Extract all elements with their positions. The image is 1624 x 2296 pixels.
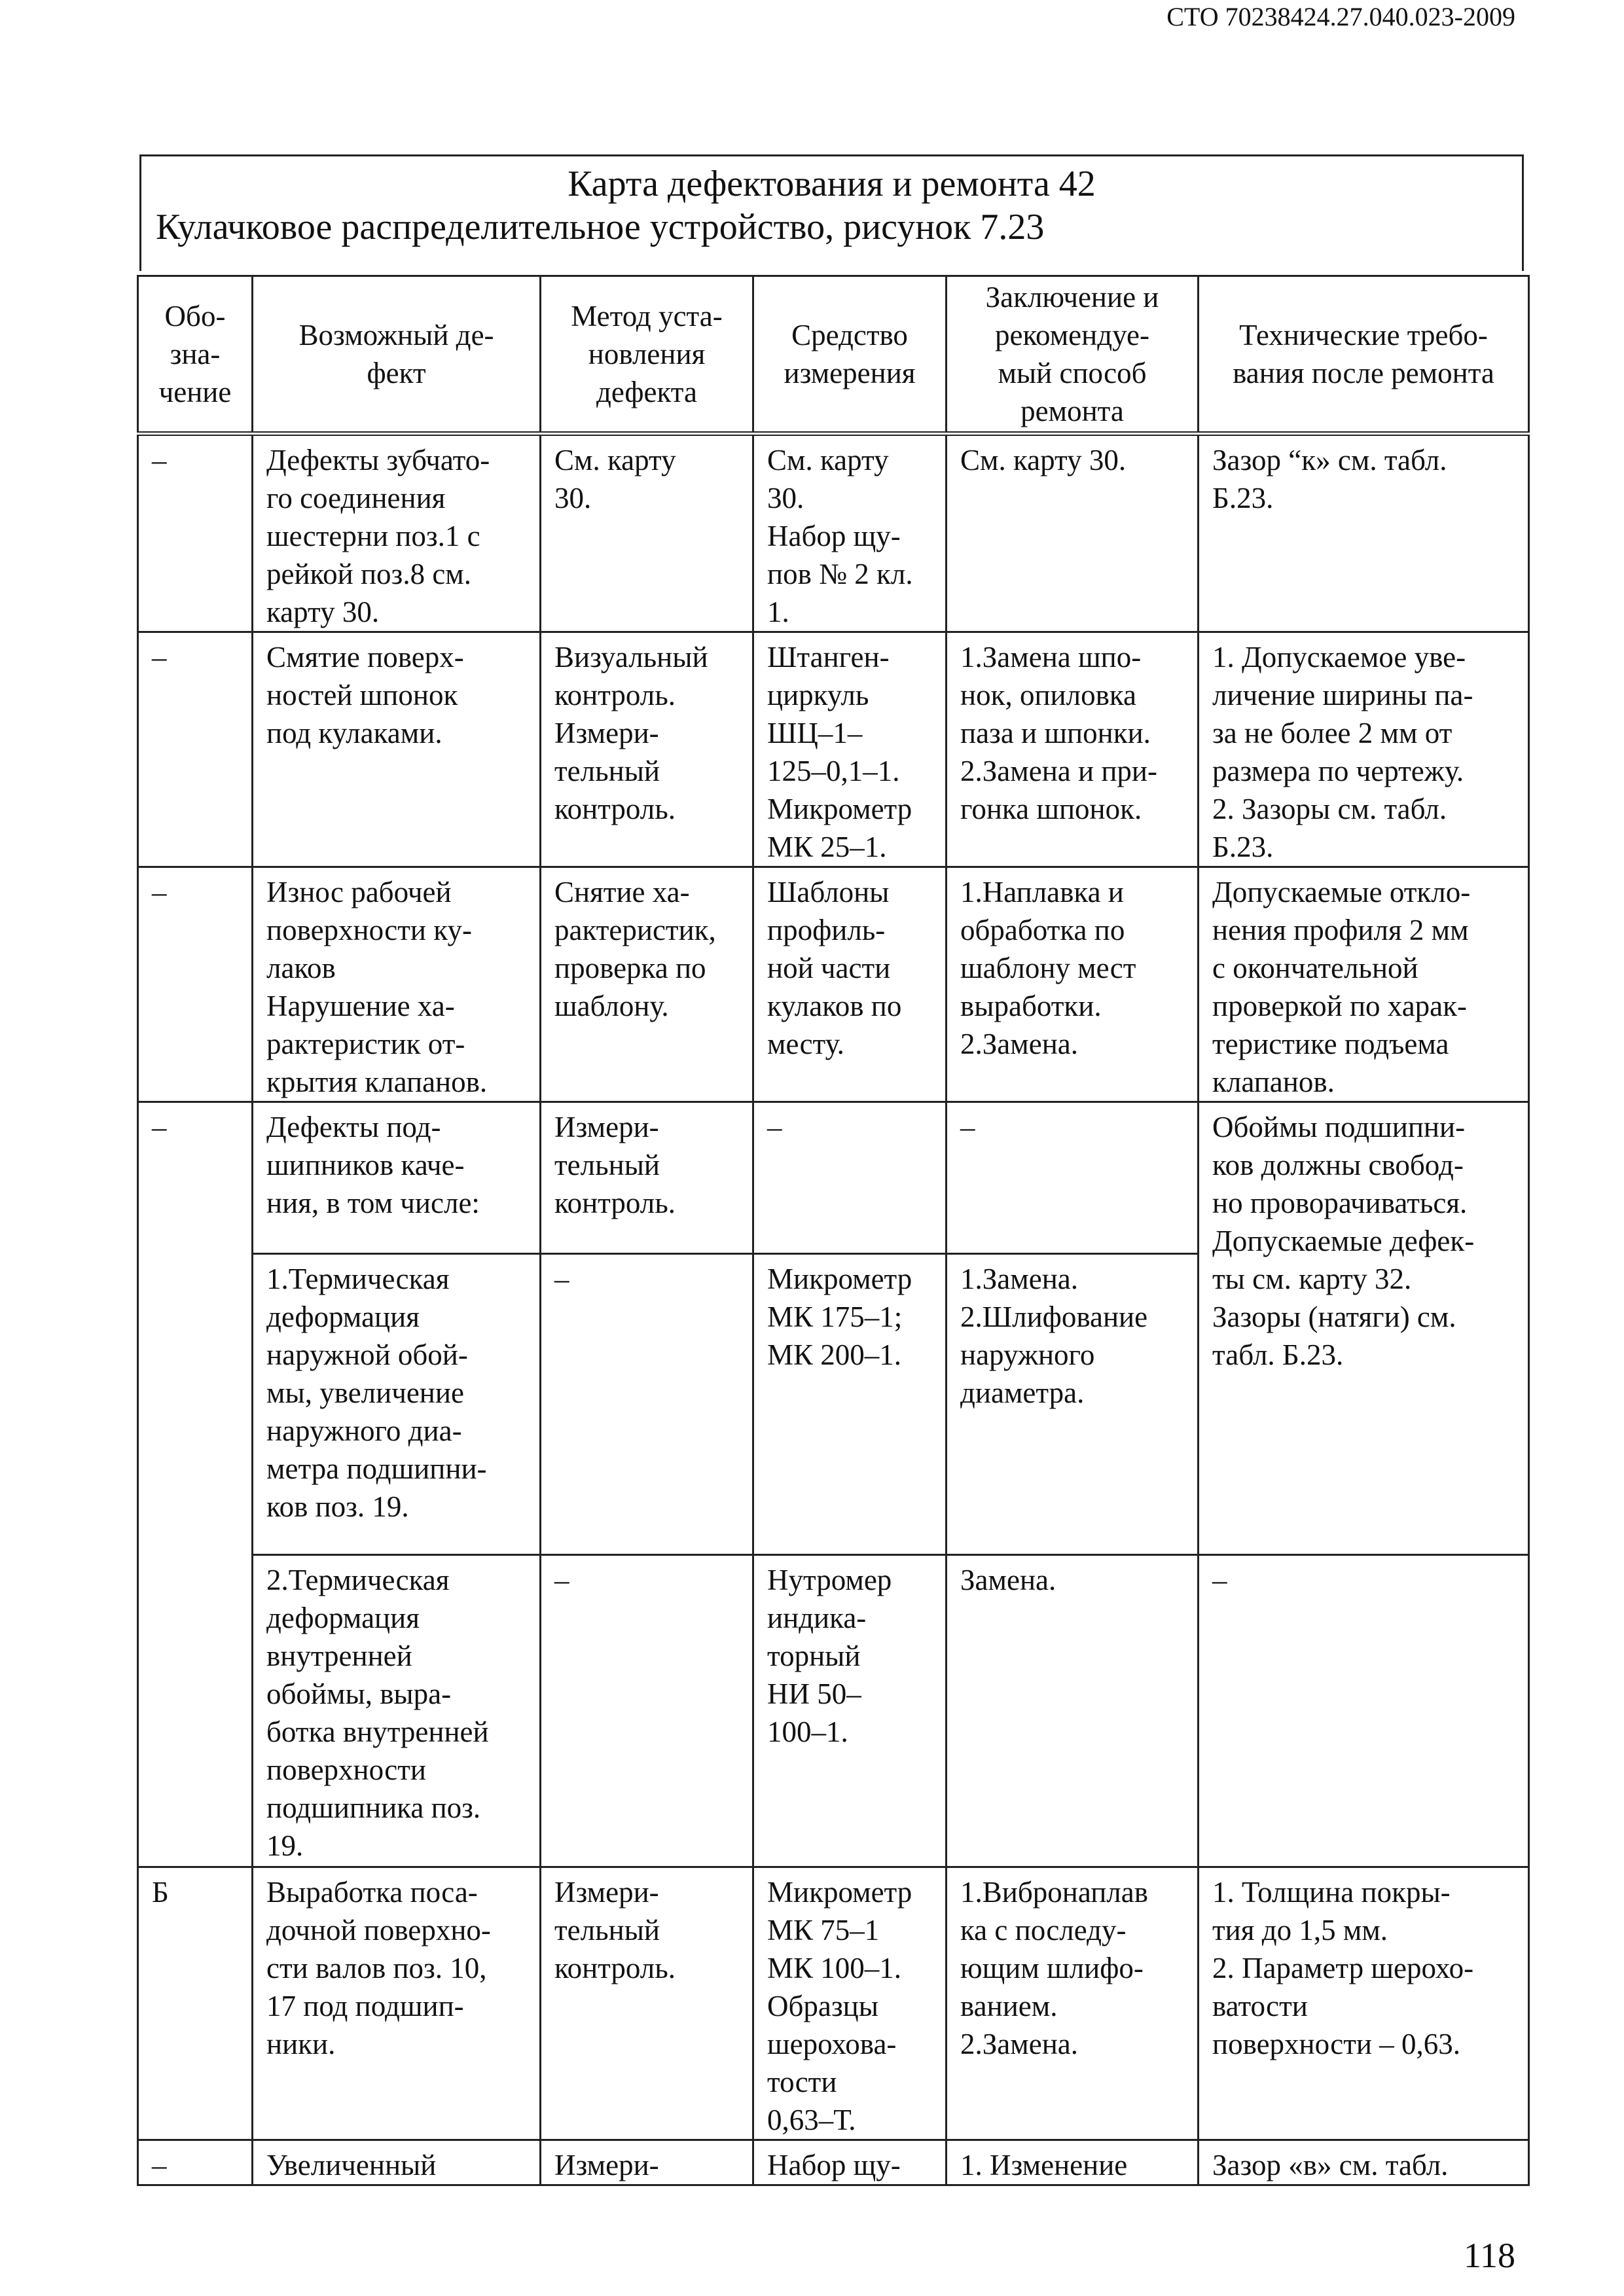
cell-instrument: –: [753, 1102, 947, 1254]
card-subtitle: Кулачковое распределительное устройство, рисунок 7.23: [156, 207, 1045, 247]
table-row: [138, 2140, 1529, 2185]
cell-method: –: [541, 1254, 753, 1555]
table-row: [138, 1102, 1529, 1254]
cell-instrument: Микрометр МК 175–1; МК 200–1.: [753, 1254, 947, 1555]
card-title: Карта дефектования и ремонта 42: [568, 164, 1096, 204]
cell-requirements: Зазор “к» см. табл. Б.23.: [1199, 434, 1529, 632]
column-header-instrument: Средство измерения: [753, 276, 947, 434]
cell-defect: Выработка поса- дочной поверхно- сти валов поз. 10, 17 под подшип- ники.: [253, 1867, 541, 2140]
cell-conclusion: 1.Замена. 2.Шлифование наружного диаметра.: [947, 1254, 1199, 1555]
cell-designation: –: [138, 434, 253, 632]
column-header-requirements: Технические требо- вания после ремонта: [1199, 276, 1529, 434]
cell-conclusion: 1.Вибронаплав ка с последу- ющим шлифо- ванием. 2.Замена.: [947, 1867, 1199, 2140]
cell-conclusion: 1.Замена шпо- нок, опиловка паза и шпонки. 2.Замена и при- гонка шпонок.: [947, 632, 1199, 867]
cell-method: Измери- тельный контроль.: [541, 1867, 753, 2140]
cell-method: Визуальный контроль. Измери- тельный контроль.: [541, 632, 753, 867]
column-header-conclusion: Заключение и рекомендуе- мый способ ремонта: [947, 276, 1199, 434]
cell-method: Снятие ха- рактеристик, проверка по шаблону.: [541, 867, 753, 1102]
cell-designation: –: [138, 632, 253, 867]
table-header-row: [138, 276, 1529, 434]
cell-defect: Увеличенный: [253, 2140, 541, 2185]
cell-instrument: См. карту 30. Набор щу- пов № 2 кл. 1.: [753, 434, 947, 632]
cell-requirements: Допускаемые откло- нения профиля 2 мм с окончательной проверкой по харак- теристике подъема клапанов.: [1199, 867, 1529, 1102]
cell-method: Измери-: [541, 2140, 753, 2185]
cell-requirements: 1. Толщина покры- тия до 1,5 мм. 2. Параметр шерохо- ватости поверхности – 0,63.: [1199, 1867, 1529, 2140]
table-row: [138, 1555, 1529, 1867]
cell-conclusion: –: [947, 1102, 1199, 1254]
cell-defect: Дефекты зубчато- го соединения шестерни поз.1 с рейкой поз.8 см. карту 30.: [253, 434, 541, 632]
cell-designation: Б: [138, 1867, 253, 2140]
column-header-method: Метод уста- новления дефекта: [541, 276, 753, 434]
cell-requirements: Зазор «в» см. табл.: [1199, 2140, 1529, 2185]
column-header-designation: Обо- зна- чение: [138, 276, 253, 434]
cell-conclusion: См. карту 30.: [947, 434, 1199, 632]
cell-designation: –: [138, 2140, 253, 2185]
cell-method: –: [541, 1555, 753, 1867]
cell-instrument: Микрометр МК 75–1 МК 100–1. Образцы шерохова- тости 0,63–Т.: [753, 1867, 947, 2140]
cell-instrument: Нутромер индика- торный НИ 50– 100–1.: [753, 1555, 947, 1867]
cell-conclusion: Замена.: [947, 1555, 1199, 1867]
cell-requirements: Обоймы подшипни- ков должны свобод- но проворачиваться. Допускаемые дефек- ты см. карту 32. Зазоры (натяги) см. табл. Б.23.: [1199, 1102, 1529, 1555]
card-title-box: [139, 154, 1524, 271]
cell-instrument: Шаблоны профиль- ной части кулаков по месту.: [753, 867, 947, 1102]
cell-instrument: Набор щу-: [753, 2140, 947, 2185]
cell-method: Измери- тельный контроль.: [541, 1102, 753, 1254]
cell-conclusion: 1.Наплавка и обработка по шаблону мест выработки. 2.Замена.: [947, 867, 1199, 1102]
table-row: [138, 867, 1529, 1102]
cell-designation: –: [138, 867, 253, 1102]
cell-defect: Износ рабочей поверхности ку- лаков Нарушение ха- рактеристик от- крытия клапанов.: [253, 867, 541, 1102]
cell-requirements: –: [1199, 1555, 1529, 1867]
defects-table: [137, 275, 1530, 2186]
table-row: [138, 1867, 1529, 2140]
cell-conclusion: 1. Изменение: [947, 2140, 1199, 2185]
cell-instrument: Штанген- циркуль ШЦ–1– 125–0,1–1. Микрометр МК 25–1.: [753, 632, 947, 867]
cell-defect: 2.Термическая деформация внутренней обоймы, выра- ботка внутренней поверхности подшипника поз. 19.: [253, 1555, 541, 1867]
table-row: [138, 632, 1529, 867]
cell-designation: –: [138, 1102, 253, 1867]
cell-defect: Смятие поверх- ностей шпонок под кулаками.: [253, 632, 541, 867]
table-row: [138, 434, 1529, 632]
page-number: 118: [1464, 2236, 1515, 2275]
document-code: СТО 70238424.27.040.023-2009: [1166, 2, 1515, 31]
cell-requirements: 1. Допускаемое уве- личение ширины па- за не более 2 мм от размера по чертежу. 2. Зазоры см. табл. Б.23.: [1199, 632, 1529, 867]
cell-defect: Дефекты под- шипников каче- ния, в том числе:: [253, 1102, 541, 1254]
cell-method: См. карту 30.: [541, 434, 753, 632]
column-header-defect: Возможный де- фект: [253, 276, 541, 434]
cell-defect: 1.Термическая деформация наружной обой- мы, увеличение наружного диа- метра подшипни- ков поз. 19.: [253, 1254, 541, 1555]
